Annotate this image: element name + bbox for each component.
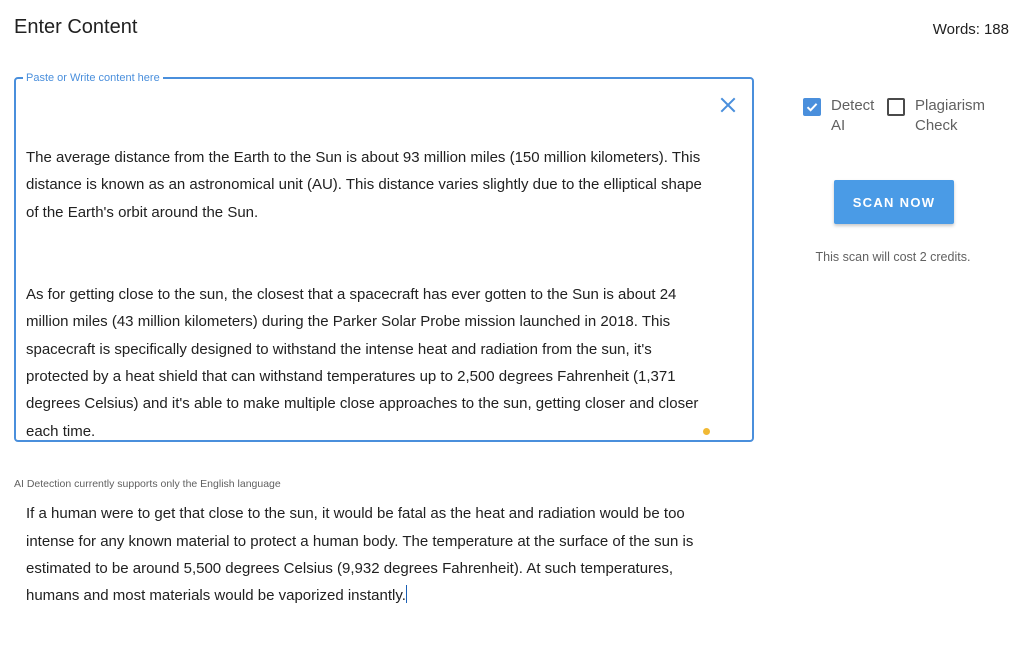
content-paragraph-1: The average distance from the Earth to the Sun is about 93 million miles (150 million kilometers). This distance is known as an astronomical unit (AU). This distance varies slightly due to the elliptical shape of the Earth's orbit around the Sun.: [26, 148, 707, 221]
checkmark-icon: [805, 100, 819, 114]
content-paragraph-3: [26, 500, 716, 610]
editor-legend: Paste or Write content here: [23, 71, 163, 85]
plagiarism-check-checkbox[interactable]: [887, 98, 905, 116]
scan-cost-note: This scan will cost 2 credits.: [815, 250, 971, 264]
scan-now-button[interactable]: SCAN NOW: [834, 180, 954, 224]
clear-content-button[interactable]: [718, 95, 738, 115]
word-count: [933, 21, 1009, 38]
page-title: Enter Content: [14, 16, 138, 38]
detect-ai-checkbox[interactable]: [803, 98, 821, 116]
detect-ai-label: Detect AI: [831, 97, 875, 134]
language-support-note: AI Detection currently supports only the English language: [14, 478, 281, 490]
word-count-label: Words:: [932, 21, 980, 38]
content-paragraph-2: As for getting close to the sun, the closest that a spacecraft has ever gotten to the Sun is about 24 million miles (43 million kilometers) during the Parker Solar Probe mission launched in 2018. This spacecraft is specifically designed to withstand the intense heat and radiation from the sun, it's protected by a heat shield that can withstand temperatures up to 2,500 degrees Fahrenheit (1,371 degrees Celsius) and it's able to make multiple close approaches to the sun, getting closer and closer each time.: [26, 285, 703, 440]
content-paragraph-3-text: If a human were to get that close to the sun, it would be fatal as the heat and radiation would be too intense for any known material to protect a human body. The temperature at the surface of the sun is estimated to be around 5,500 degrees Celsius (9,932 degrees Fahrenheit). At such temperatures, humans and most materials would be vaporized instantly.: [26, 505, 698, 605]
plagiarism-check-label: Plagiarism Check: [915, 97, 986, 134]
detect-ai-option[interactable]: [803, 96, 881, 136]
content-textarea[interactable]: [26, 89, 716, 665]
close-icon: [718, 95, 738, 115]
plagiarism-check-option[interactable]: [887, 96, 1007, 136]
status-dot: [703, 428, 710, 435]
text-caret: [406, 585, 407, 603]
word-count-value: 188: [983, 21, 1009, 38]
